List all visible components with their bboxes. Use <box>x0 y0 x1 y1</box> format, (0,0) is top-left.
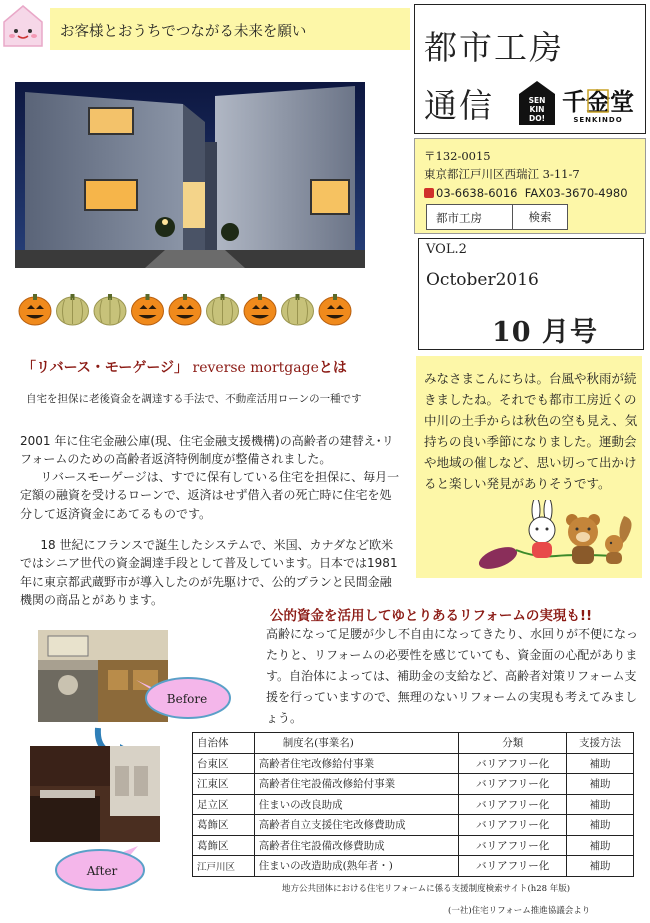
issue-month-en: October2016 <box>426 270 539 290</box>
subsidy-table <box>192 732 634 877</box>
pumpkin-icon <box>244 294 276 325</box>
masthead-title-line2: 通信 <box>424 86 494 125</box>
svg-text:DO!: DO! <box>528 114 546 123</box>
greeting-text: みなさまこんにちは。台風や秋雨が続きましたね。それでも都市工房近くの中川の土手からは秋色の空も見え、気持ちの良い季節になりました。運動会や地域の催しなど、思い切って出かけると楽しい発見がありそうです。 <box>424 371 638 491</box>
article-title <box>22 357 347 377</box>
masthead-title-line1: 都市工房 <box>424 28 564 67</box>
table-source: 地方公共団体における住宅リフォームに係る支援制度検索サイト(h28 年版) <box>282 884 571 894</box>
table-cell: 葛飾区 <box>193 815 255 836</box>
search-term: 都市工房 <box>436 211 482 225</box>
svg-text:KIN: KIN <box>529 105 545 114</box>
table-header: 自治体 <box>193 733 255 754</box>
svg-text:SENKINDO: SENKINDO <box>573 116 623 124</box>
phone-icon <box>424 188 434 198</box>
pumpkin-icon <box>207 294 239 325</box>
table-header-row <box>193 733 634 754</box>
table-cell: 住まいの改良助成 <box>254 794 459 815</box>
table-cell: 高齢者住宅設備改修給付事業 <box>254 774 459 795</box>
phone-number: 03-6638-6016 <box>436 186 518 200</box>
table-cell: 補助 <box>567 815 634 836</box>
table-cell: 高齢者住宅設備改修費助成 <box>254 835 459 856</box>
pumpkin-icon <box>132 294 164 325</box>
address: 東京都江戸川区西瑞江 3-11-7 <box>424 167 580 181</box>
table-cell: 補助 <box>567 856 634 877</box>
table-cell: 住まいの改造助成(熟年者・) <box>254 856 459 877</box>
article-title-kana: 「リバース・モーゲージ」 <box>22 360 189 376</box>
phone-line <box>424 186 628 200</box>
table-row <box>193 815 634 836</box>
table-cell: 江戸川区 <box>193 856 255 877</box>
table-cell: 江東区 <box>193 774 255 795</box>
issue-volume: VOL.2 <box>426 242 467 257</box>
table-header: 制度名(事業名) <box>254 733 459 754</box>
table-cell: バリアフリー化 <box>459 794 567 815</box>
article-paragraph-2: リバースモーゲージは、すでに保有している住宅を担保に、毎月一定額の融資を受けるローンで、返済はせず借入者の死亡時に住宅を処分して返済資金にあてるものです。 <box>20 470 400 521</box>
table-cell: 補助 <box>567 835 634 856</box>
svg-text:SEN: SEN <box>528 96 546 105</box>
senkindo-logo-mark <box>518 80 556 126</box>
table-header: 分類 <box>459 733 567 754</box>
table-row <box>193 774 634 795</box>
article-title-suffix: とは <box>318 360 347 376</box>
table-cell: バリアフリー化 <box>459 815 567 836</box>
postal-code: 〒132-0015 <box>424 149 491 163</box>
table-row <box>193 856 634 877</box>
table-source-org: (一社)住宅リフォーム推進協議会より <box>448 906 591 916</box>
search-button[interactable]: 検索 <box>512 204 568 230</box>
article-subtitle: 自宅を担保に老後資金を調達する手法で、不動産活用ローンの一種です <box>26 393 362 405</box>
article-paragraph-1: 2001 年に住宅金融公庫(現、住宅金融支援機構)の高齢者の建替え･リフォームのための高齢者返済特例制度が整備されました。 <box>20 434 394 467</box>
article-paragraph-3: 18 世紀にフランスで誕生したシステムで、米国、カナダなど欧米ではシニア世代の資金調達手段として普及しています。日本では1981 年に東京都武蔵野市が導入したのが先駆けで、公的プランと民間金融機関の商品とがあります。 <box>20 538 398 607</box>
table-row <box>193 835 634 856</box>
tagline: お客様とおうちでつながる未来を願い <box>60 24 307 40</box>
table-cell: バリアフリー化 <box>459 835 567 856</box>
table-cell: 台東区 <box>193 753 255 774</box>
table-header: 支援方法 <box>567 733 634 754</box>
table-cell: 足立区 <box>193 794 255 815</box>
table-cell: 補助 <box>567 774 634 795</box>
svg-text:千金堂: 千金堂 <box>562 88 634 116</box>
house-photo <box>15 82 365 268</box>
table-cell: 補助 <box>567 794 634 815</box>
house-icon <box>2 4 44 48</box>
pumpkin-icon <box>57 294 89 325</box>
pumpkin-icon <box>319 294 351 325</box>
pumpkin-icon <box>282 294 314 325</box>
table-cell: 高齢者住宅改修給付事業 <box>254 753 459 774</box>
table-cell: バリアフリー化 <box>459 856 567 877</box>
table-cell: 高齢者自立支援住宅改修費助成 <box>254 815 459 836</box>
senkindo-logo-wordmark <box>560 82 638 126</box>
table-cell: 補助 <box>567 753 634 774</box>
table-cell: 葛飾区 <box>193 835 255 856</box>
issue-month-jp: 10 月号 <box>492 317 598 348</box>
kitchen-after-photo <box>30 746 160 842</box>
pumpkin-icon <box>19 294 51 325</box>
fax-number: FAX03-3670-4980 <box>524 186 628 200</box>
reform-text: 高齢になって足腰が少し不自由になってきたり、水回りが不便になったりと、リフォームの必要性を感じていても、資金面の心配があります。自治体によっては、補助金の支給など、高齢者対策リフォーム支援を行っていますので、無理のないリフォームの実現も考えてみましょう。 <box>266 627 639 725</box>
table-cell: バリアフリー化 <box>459 774 567 795</box>
table-row <box>193 753 634 774</box>
reform-title: 公的資金を活用してゆとりあるリフォームの実現も!! <box>270 608 593 624</box>
pumpkin-icon <box>94 294 126 325</box>
after-label: After <box>86 864 118 878</box>
pumpkin-row-decoration <box>18 292 358 326</box>
pumpkin-icon <box>169 294 201 325</box>
mascot-illustration <box>476 500 636 580</box>
before-label: Before <box>166 692 208 706</box>
article-title-en: reverse mortgage <box>192 360 319 376</box>
table-cell: バリアフリー化 <box>459 753 567 774</box>
table-row <box>193 794 634 815</box>
